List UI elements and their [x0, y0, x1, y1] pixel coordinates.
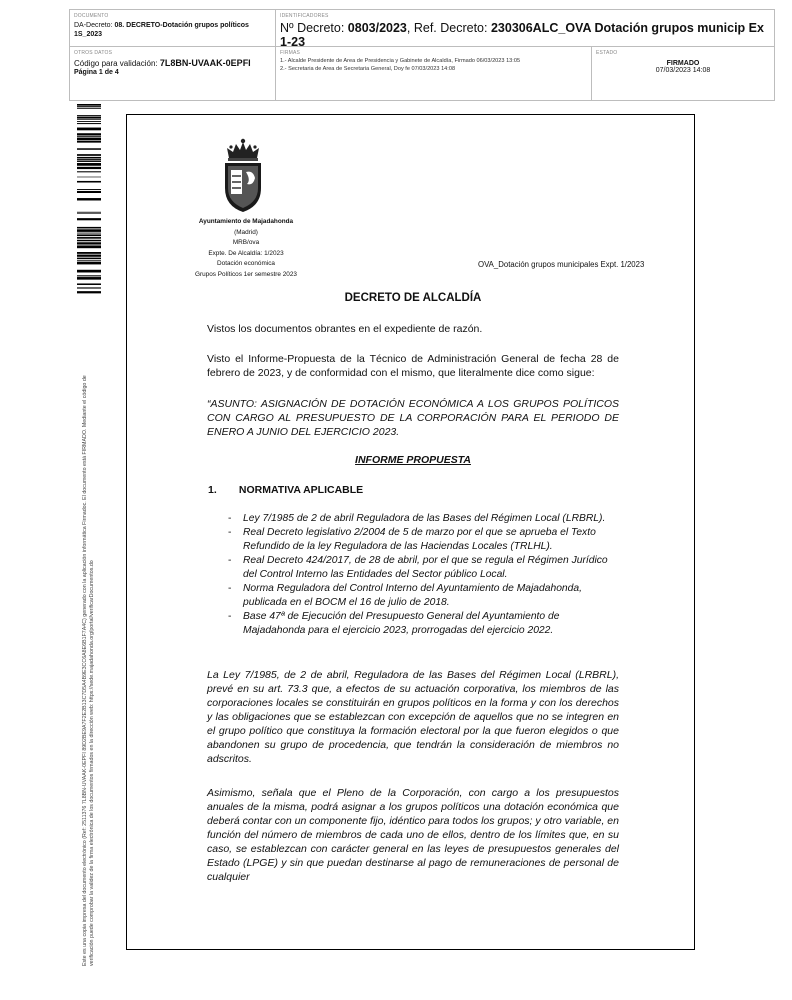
letterhead-line: Grupos Políticos 1er semestre 2023 [195, 270, 297, 278]
paragraph-vistos: Vistos los documentos obrantes en el expediente de razón. [207, 323, 483, 335]
informe-propuesta-heading: INFORME PROPUESTA [355, 454, 471, 466]
firma-2: 2.- Secretaria de Area de Secretaria General, Doy fe 07/03/2023 14:08 [280, 65, 456, 72]
estado-value: FIRMADO [666, 60, 700, 67]
barcode-icon [77, 104, 101, 294]
letterhead-line: Dotación económica [217, 260, 275, 267]
firmas-cell [276, 47, 592, 101]
letterhead-line: Expte. De Alcaldía: 1/2023 [208, 249, 284, 257]
firmas-caption: FIRMAS [280, 50, 301, 56]
file-reference: OVA_Dotación grupos municipales Expt. 1/2023 [478, 260, 645, 269]
otros-datos-cell [70, 47, 276, 101]
normativa-list [228, 512, 608, 638]
page-count: Página 1 de 4 [74, 69, 119, 76]
list-item: - Real Decreto legislativo 2/2004 de 5 de marzo por el que se aprueba el Texto Refundido de la ley Reguladora de las Haciendas Locales (TRLHL). [228, 526, 608, 554]
documento-caption: DOCUMENTO [74, 13, 109, 19]
estado-caption: ESTADO [596, 50, 618, 56]
documento-value: DA-Decreto: 08. DECRETO-Dotación grupos políticos 1S_2023 [74, 22, 249, 38]
letterhead-block [188, 217, 304, 280]
validation-code: Código para validación: 7L8BN-UVAAK-0EPFI [74, 58, 251, 68]
municipal-crest-icon [217, 136, 269, 214]
estado-date: 07/03/2023 14:08 [655, 67, 711, 74]
list-item: - Norma Reguladora del Control Interno del Ayuntamiento de Majadahonda, publicada en el BOCM el 16 de julio de 2018. [228, 582, 608, 610]
letterhead-line: MRB/ova [232, 239, 260, 246]
ids-caption: IDENTIFICADORES [280, 13, 329, 19]
paragraph-ley-7-1985: La Ley 7/1985, de 2 de abril, Reguladora de las Bases del Régimen Local (LRBRL), prevé en su art. 73.3 que, a efectos de su actuación corporativa, los miembros de las corporaciones locales se constituirán en grupos políticos en la forma y con los derechos y las obligaciones que se establezcan con excepción de aquellos que no se integren en el grupo político que constituya la formación electoral por la que fueron elegidos o que abandonen su grupo de procedencia, que tendrán la consideración de miembros no adscritos. [207, 669, 619, 765]
list-item: - Ley 7/1985 de 2 de abril Reguladora de las Bases del Régimen Local (LRBRL). [228, 512, 608, 526]
decree-identifier: Nº Decreto: 0803/2023, Ref. Decreto: 230306ALC_OVA Dotación grupos municip Ex 1-23 [280, 21, 764, 49]
paragraph-asunto: “ASUNTO: ASIGNACIÓN DE DOTACIÓN ECONÓMICA A LOS GRUPOS POLÍTICOS CON CARGO AL PRESUPUESTO DE LA CORPORACIÓN PARA EL PERIODO DE ENERO A JUNIO DEL EJERCICIO 2023. [207, 398, 619, 438]
otros-caption: OTROS DATOS [74, 50, 113, 56]
estado-cell [592, 47, 774, 101]
paragraph-asimismo: Asimismo, señala que el Pleno de la Corporación, con cargo a los presupuestos anuales de la misma, podrá asignar a los grupos políticos una dotación económica que deberá contar con un componente fijo, idéntico para todos los grupos; y otro variable, en función del número de miembros de cada uno de ellos, dentro de los límites que, en su caso, se establezcan con carácter general en las leyes de presupuestos generales del Estado (LPGE) y sin que puedan destinarse al pago de remuneraciones de personal de cualquier [207, 787, 619, 883]
firma-1: 1.- Alcalde Presidente de Area de Presidencia y Gabinete de Alcaldía, Firmado 06/03/2023 13:05 [280, 58, 521, 64]
verification-side-text: Este es una copia impresa del documento electrónico (Ref: 2511376 7L8BN-UVAAK-0EPFI 89D2BE9A7F2E2B13C7D5A4B9E3CC6A8E6B1F7A4C) generado con la aplicación informática Firmadoc. El documento está FIRMADO. Mediante el código de verificación puede comprobar la validez de la firma electrónica de los documentos firmados en la dirección web: https://sede.majadahonda.org/portal/verificarDocumentos.do [82, 375, 95, 966]
letterhead-line: (Madrid) [234, 228, 258, 236]
page-title: DECRETO DE ALCALDÍA [344, 292, 482, 304]
signature-header-table [69, 9, 775, 101]
documento-cell [70, 10, 276, 47]
section-heading: 1. NORMATIVA APLICABLE [208, 484, 364, 496]
letterhead-line: Ayuntamiento de Majadahonda [198, 218, 294, 225]
list-item: - Base 47ª de Ejecución del Presupuesto General del Ayuntamiento de Majadahonda para el ejercicio 2023, prorrogadas del ejercicio 2022. [228, 610, 608, 638]
identificadores-cell [276, 10, 774, 47]
list-item: - Real Decreto 424/2017, de 28 de abril, por el que se regula el Régimen Jurídico del Control Interno las Entidades del Sector público Local. [228, 554, 608, 582]
paragraph-informe: Visto el Informe-Propuesta de la Técnico de Administración General de fecha 28 de febrero de 2023, y de conformidad con el mismo, que literalmente dice como sigue: [207, 353, 619, 379]
